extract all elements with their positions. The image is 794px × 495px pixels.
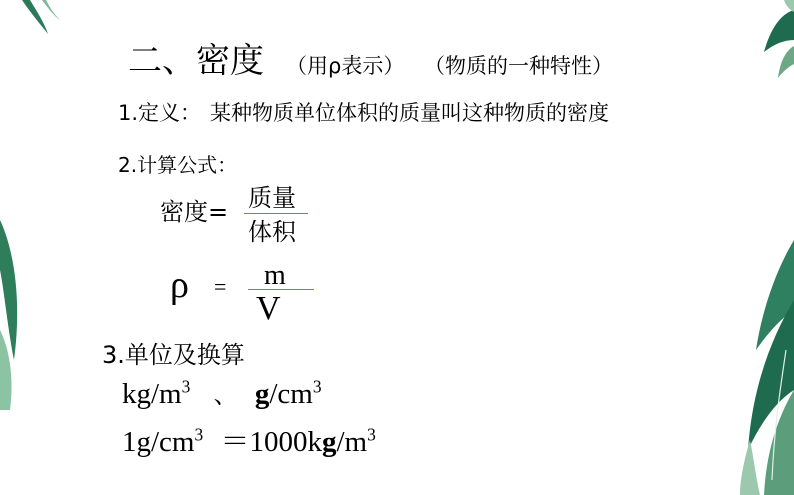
- definition-label: 1.定义：: [118, 101, 202, 125]
- formula-symbol-denominator: V: [256, 290, 281, 327]
- unit-cm-exp: 3: [312, 376, 322, 397]
- conversion-right-base: /m: [336, 426, 368, 458]
- formula-heading: 2.计算公式：: [118, 153, 238, 177]
- conversion-left-base: 1g/cm: [122, 426, 195, 458]
- unit-g-per-cm3: [255, 378, 322, 410]
- conversion-line: [122, 424, 376, 458]
- conversion-g-bold: g: [321, 426, 337, 458]
- title-note-symbol: （用ρ表示）: [286, 54, 405, 78]
- unit-kg-per-m3-exp: 3: [181, 376, 191, 397]
- units-heading: [102, 343, 245, 367]
- formula-symbol-rho: ρ: [170, 264, 189, 306]
- formula-symbol-equals: =: [214, 274, 227, 299]
- tropical-leaf-bottom-right-icon: [690, 240, 794, 495]
- conversion-right-exp: 3: [367, 424, 376, 445]
- conversion-equals-value: ＝1000k: [220, 426, 322, 458]
- unit-cm-base: /cm: [269, 378, 313, 410]
- tropical-leaf-top-right-icon: [744, 0, 794, 90]
- unit-kg-per-m3-base: kg/m: [122, 378, 182, 410]
- units-heading-text: 3.单位及换算: [102, 341, 245, 369]
- definition-text: 某种物质单位体积的质量叫这种物质的密度: [210, 101, 609, 125]
- formula-symbol-numerator: m: [264, 260, 286, 291]
- formula-words-lhs: 密度=: [160, 198, 229, 226]
- conversion-left-exp: 3: [194, 424, 204, 445]
- unit-kg-per-m3: [122, 378, 190, 410]
- formula-words-fraction-bar: [244, 213, 308, 214]
- tropical-leaf-top-left-icon: [0, 0, 70, 40]
- page-title: 二、密度: [128, 41, 264, 81]
- tropical-leaf-left-icon: [0, 210, 40, 410]
- units-separator: 、: [213, 381, 238, 409]
- formula-words-denominator: 体积: [248, 218, 296, 246]
- formula-words-numerator: 质量: [248, 184, 296, 212]
- units-line: [122, 376, 322, 410]
- unit-g-bold: g: [254, 378, 270, 410]
- title-note-property: （物质的一种特性）: [424, 54, 613, 78]
